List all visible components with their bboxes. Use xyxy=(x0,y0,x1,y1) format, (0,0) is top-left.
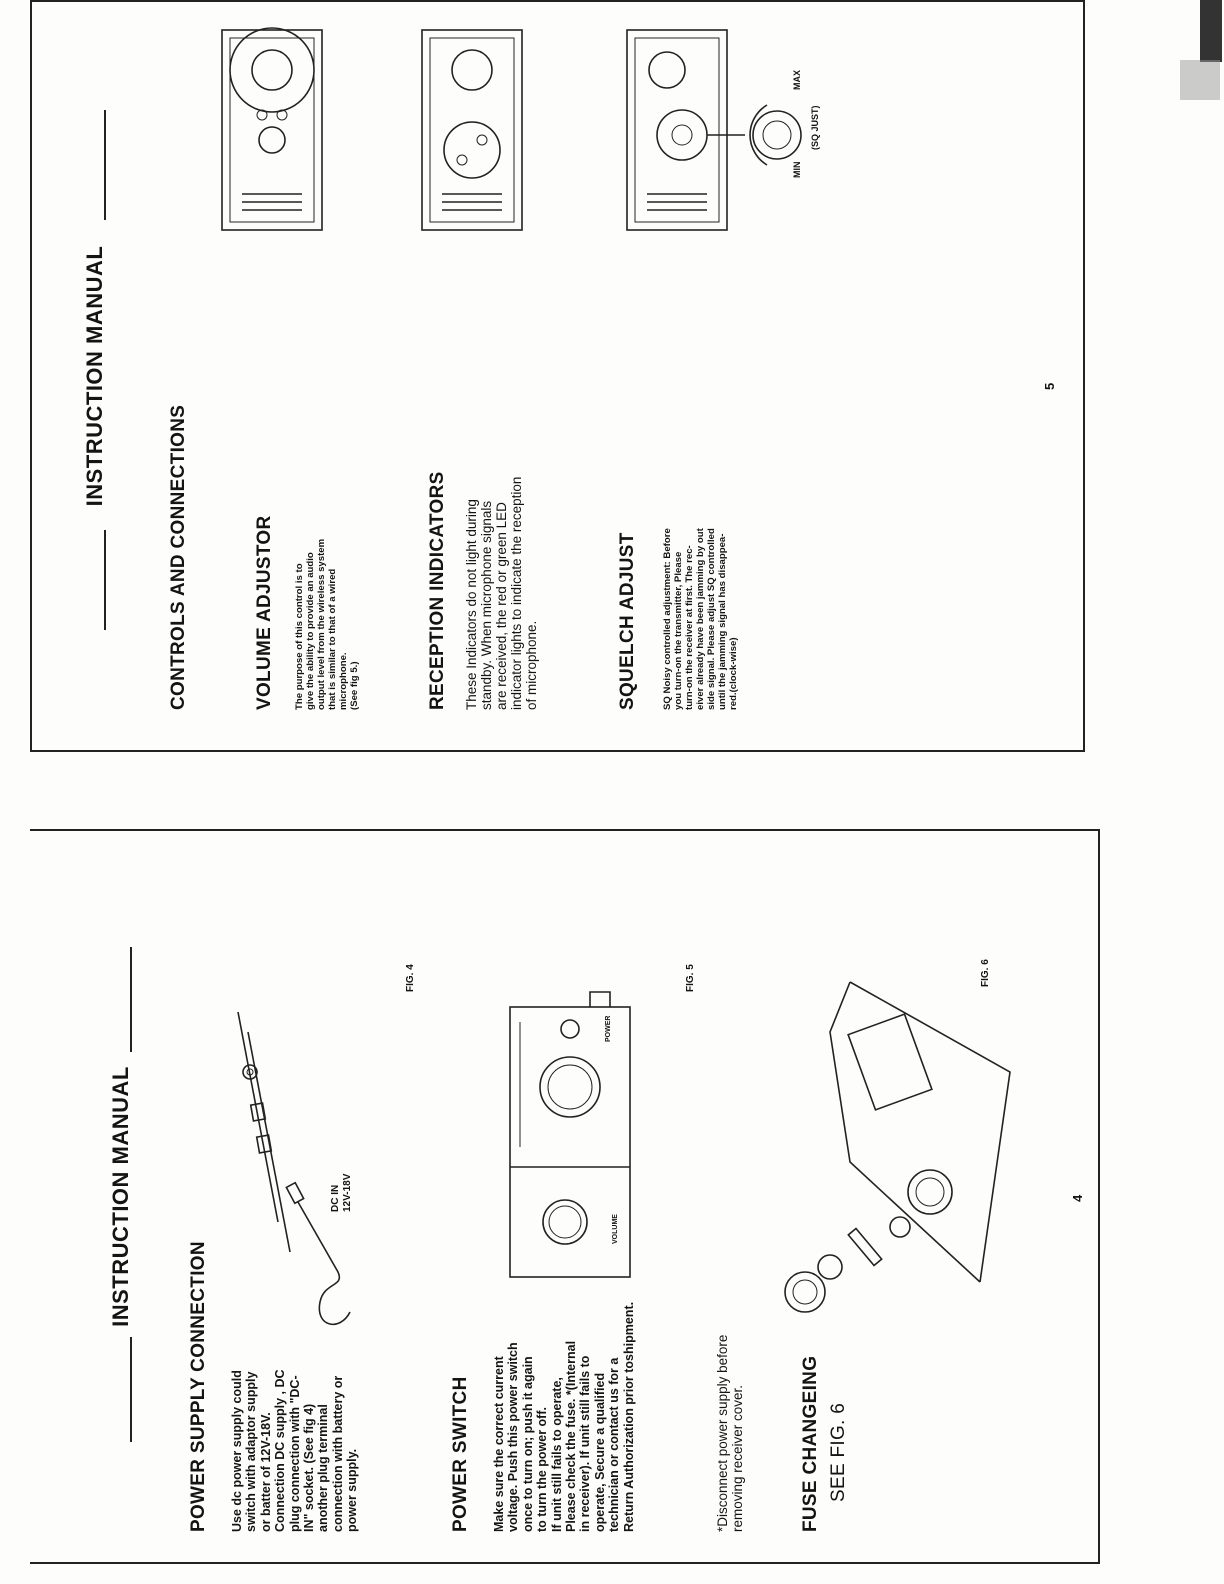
squelch-panel-illustration xyxy=(627,20,827,230)
fig-4-label: FIG. 4 xyxy=(405,964,416,992)
fig-5-label: FIG. 5 xyxy=(685,964,696,992)
squelch-max-label: MAX xyxy=(792,70,802,90)
volume-adjustor-title: VOLUME ADJUSTOR xyxy=(254,515,275,710)
fuse-title: FUSE CHANGEING xyxy=(800,1355,821,1532)
controls-section-title: CONTROLS AND CONNECTIONS xyxy=(168,404,189,710)
power-switch-title: POWER SWITCH xyxy=(450,1376,471,1532)
fuse-subtitle: SEE FIG. 6 xyxy=(828,1402,849,1502)
squelch-sq-label: (SQ JUST) xyxy=(810,105,820,150)
dc-in-label: DC IN 12V-18V xyxy=(330,1173,353,1212)
power-switch-text: Make sure the correct current voltage. Push this power switch once to turn on; push it again to turn the power off. If unit still fails to operate, Please check the fuse. *(Internal in receiver). If unit still fails to operate, Secure a qualified technician or contact us for a Return Authorization prior toshipment. xyxy=(492,1301,636,1532)
page-header xyxy=(108,831,148,1562)
power-supply-title: POWER SUPPLY CONNECTION xyxy=(188,1241,209,1532)
fig-5-front-panel-illustration xyxy=(500,977,650,1277)
fig-6-fuse-holder-illustration xyxy=(790,962,1020,1282)
squelch-adjust-title: SQUELCH ADJUST xyxy=(617,532,638,710)
disconnect-note: *Disconnect power supply before removing receiver cover. xyxy=(715,1334,745,1532)
page-header xyxy=(82,2,122,750)
page-header-title: INSTRUCTION MANUAL xyxy=(108,1066,133,1327)
manual-page-4 xyxy=(30,829,1100,1564)
reception-panel-illustration xyxy=(422,20,532,230)
page-number: 4 xyxy=(1070,1194,1085,1202)
squelch-adjust-text: SQ Noisy controlled adjustment: Before you turn-on the transmitter, Please turn-on the receiver at first. The rec- eiver already have been jamming by out side signal. Please adjust SQ controlled until the jamming signal has disappea- red.(clock-wise) xyxy=(662,528,739,710)
panel-power-label: POWER xyxy=(605,1015,612,1042)
fig-4-dc-socket-illustration xyxy=(220,1002,380,1342)
fig-6-label: FIG. 6 xyxy=(980,959,991,987)
squelch-min-label: MIN xyxy=(792,161,802,178)
reception-indicators-text: These Indicators do not light during standby. When microphone signals are received, the red or green LED indicator lights to indicate the reception of microphone. xyxy=(464,476,539,710)
page-number: 5 xyxy=(1042,382,1057,390)
manual-page-5 xyxy=(30,0,1085,752)
panel-volume-label: VOLUME xyxy=(612,1214,619,1244)
power-supply-text: Use dc power supply could switch with adaptor supply or batter of 12V-18V. Connection DC supply , DC plug connection with "DC- IN" socket. (See fig 4) another plug terminal connection with battery or power supply. xyxy=(230,1369,360,1532)
volume-adjustor-text: The purpose of this control is to give the ability to provide an audio output level from the wireless system that is similar to that of a wired microphone. (See fig 5.) xyxy=(294,538,360,710)
reception-indicators-title: RECEPTION INDICATORS xyxy=(427,471,448,710)
volume-panel-illustration xyxy=(222,20,332,230)
page-header-title: INSTRUCTION MANUAL xyxy=(82,245,107,507)
